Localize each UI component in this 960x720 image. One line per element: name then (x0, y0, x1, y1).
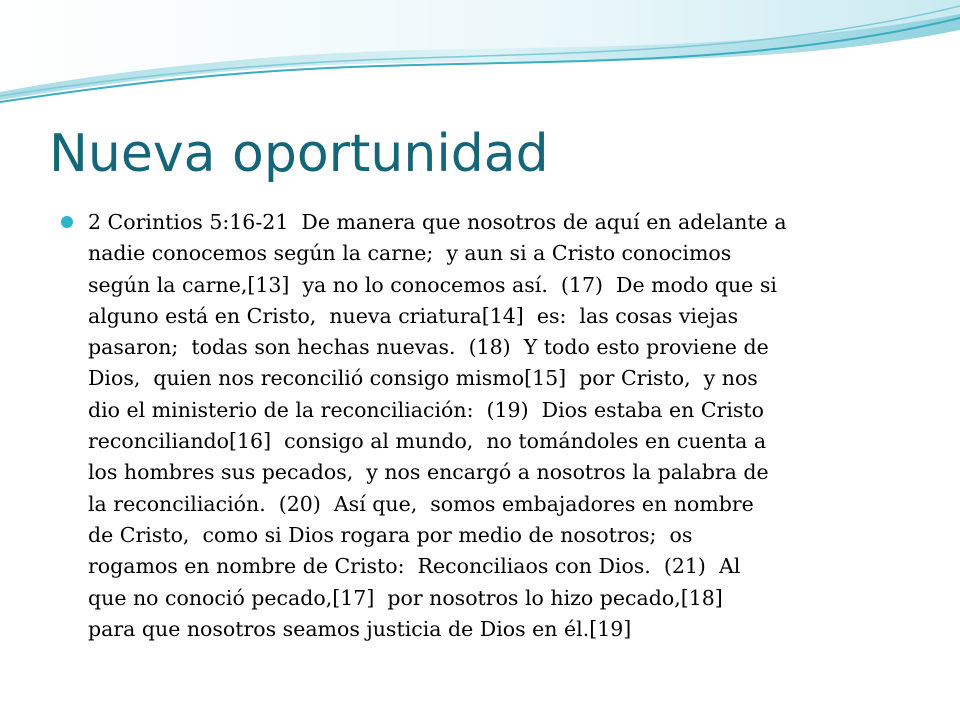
bullet-line: reconciliando[16] consigo al mundo, no tomándoles en cuenta a (88, 429, 767, 454)
bullet-line: alguno está en Cristo, nueva criatura[14] es: las cosas viejas (88, 303, 739, 328)
bullet-text (88, 207, 900, 645)
slide-title: Nueva oportunidad (49, 124, 549, 184)
bullet-line: que no conoció pecado,[17] por nosotros lo hizo pecado,[18] (88, 585, 723, 610)
bullet-line: la reconciliación. (20) Así que, somos embajadores en nombre (88, 491, 754, 516)
bullet-line: dio el ministerio de la reconciliación: (19) Dios estaba en Cristo (88, 397, 764, 422)
bullet-line: de Cristo, como si Dios rogara por medio de nosotros; os (88, 522, 693, 547)
bullet-item (60, 207, 900, 645)
bullet-line: nadie conocemos según la carne; y aun si a Cristo conocimos (88, 241, 732, 266)
bullet-dot-icon (61, 216, 73, 228)
bullet-line: según la carne,[13] ya no lo conocemos así. (17) De modo que si (88, 272, 777, 297)
bullet-line: los hombres sus pecados, y nos encargó a nosotros la palabra de (88, 460, 769, 485)
bullet-line: 2 Corintios 5:16-21 De manera que nosotros de aquí en adelante a (88, 210, 787, 234)
bullet-line: rogamos en nombre de Cristo: Reconciliaos con Dios. (21) Al (88, 554, 741, 579)
body-list (60, 207, 900, 645)
bullet-line: pasaron; todas son hechas nuevas. (18) Y todo esto proviene de (88, 335, 769, 360)
bullet-line: para que nosotros seamos justicia de Dios en él.[19] (88, 616, 632, 641)
bullet-line: Dios, quien nos reconcilió consigo mismo[15] por Cristo, y nos (88, 366, 758, 391)
decorative-wave-header (0, 0, 960, 110)
